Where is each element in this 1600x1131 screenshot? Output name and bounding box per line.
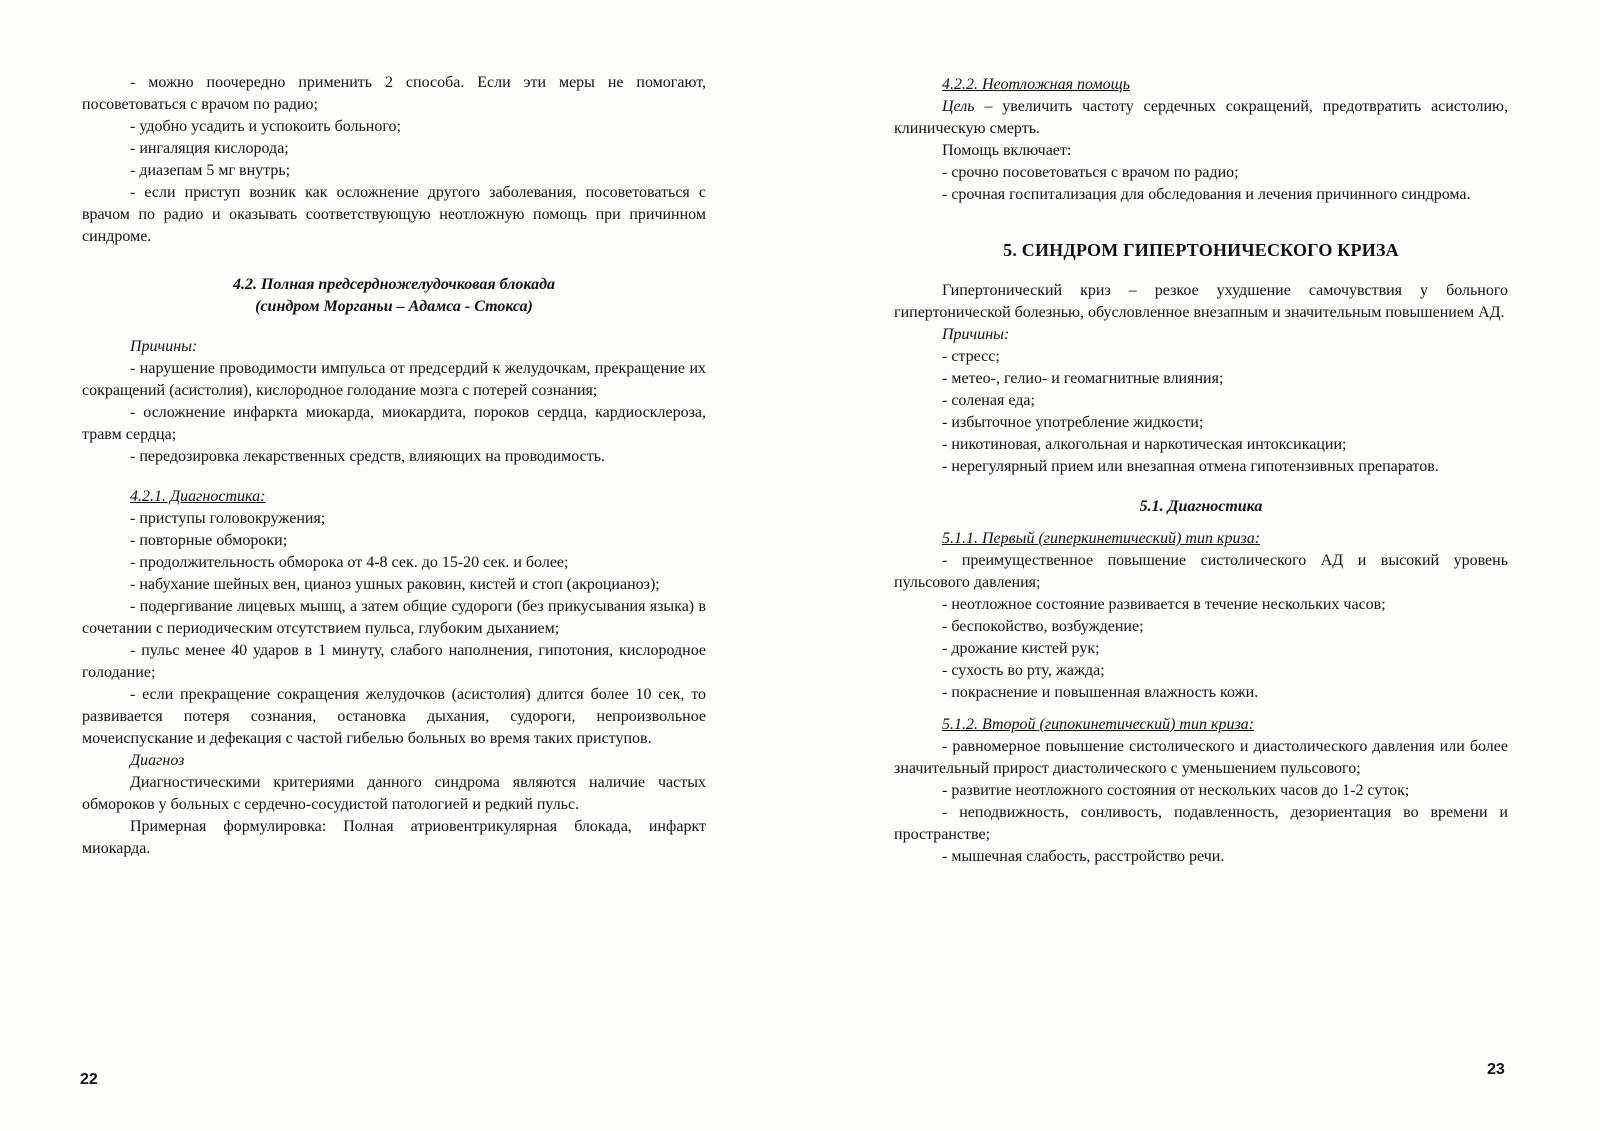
chapter-title: 5. СИНДРОМ ГИПЕРТОНИЧЕСКОГО КРИЗА (1003, 240, 1399, 260)
goal-paragraph (894, 96, 1508, 140)
intro-line: - диазепам 5 мг внутрь; (130, 162, 291, 179)
definition-paragraph: Гипертонический криз – резкое ухудшение самочувствия у больного гипертонической болезнью, обусловленное внезапным и значительным повышением АД. (894, 282, 1508, 321)
help-item: - срочная госпитализация для обследования и лечения причинного синдрома. (942, 186, 1471, 203)
type1-item: - неотложное состояние развивается в течение нескольких часов; (942, 596, 1386, 613)
cause-item: - метео-, гелио- и геомагнитные влияния; (942, 370, 1224, 387)
cause-item: - передозировка лекарственных средств, влияющих на проводимость. (130, 448, 606, 465)
left-text-column (82, 72, 706, 860)
causes-label: Причины: (130, 338, 198, 355)
type2-item: - равномерное повышение систолического и диастолического давления или более значительный прирост диастолического с уменьшением пульсового; (894, 738, 1508, 777)
intro-line: - если приступ возник как осложнение другого заболевания, посоветоваться с врачом по радио и оказывать соответствующую неотложную помощь при причинном синдроме. (82, 184, 706, 245)
diagnosis-label: Диагноз (130, 752, 185, 769)
diag-item: - повторные обмороки; (130, 532, 288, 549)
intro-line: - можно поочередно применить 2 способа. Если эти меры не помогают, посоветоваться с врачом по радио; (82, 74, 706, 113)
diagnosis-text: Диагностическими критериями данного синдрома являются наличие частых обмороков у больных с сердечно-сосудистой патологией и редкий пульс. (82, 774, 706, 813)
diag-item: - подергивание лицевых мышц, а затем общие судороги (без прикусывания языка) в сочетании с периодическим отсутствием пульса, глубоким дыханием; (82, 598, 706, 637)
type1-item: - покраснение и повышенная влажность кожи. (942, 684, 1259, 701)
intro-line: - ингаляция кислорода; (130, 140, 289, 157)
right-text-column (894, 74, 1508, 868)
type1-item: - беспокойство, возбуждение; (942, 618, 1144, 635)
page-number-left: 22 (80, 1071, 98, 1088)
cause-item: - нерегулярный прием или внезапная отмена гипотензивных препаратов. (942, 458, 1439, 475)
section-title: 4.2. Полная предсердножелудочковая блокада (232, 276, 556, 293)
urgent-care-heading: 4.2.2. Неотложная помощь (942, 76, 1130, 93)
type1-item: - сухость во рту, жажда; (942, 662, 1105, 679)
section-subtitle: (синдром Морганьи – Адамса - Стокса) (255, 298, 533, 315)
cause-item: - избыточное употребление жидкости; (942, 414, 1204, 431)
type1-item: - преимущественное повышение систолического АД и высокий уровень пульсового давления; (894, 552, 1508, 591)
diagnostics-title: 5.1. Диагностика (1139, 498, 1263, 515)
cause-item: - никотиновая, алкогольная и наркотическая интоксикации; (942, 436, 1347, 453)
goal-text: – увеличить частоту сердечных сокращений, предотвратить асистолию, клиническую смерть. (894, 98, 1508, 137)
type2-item: - развитие неотложного состояния от нескольких часов до 1-2 суток; (942, 782, 1410, 799)
diag-item: - приступы головокружения; (130, 510, 326, 527)
diag-item: - пульс менее 40 ударов в 1 минуту, слабого наполнения, гипотония, кислородное голодание; (82, 642, 706, 681)
page-number-right: 23 (1487, 1061, 1505, 1078)
help-item: - срочно посоветоваться с врачом по радио; (942, 164, 1239, 181)
type2-item: - мышечная слабость, расстройство речи. (942, 848, 1225, 865)
diag-item: - если прекращение сокращения желудочков (асистолия) длится более 10 сек, то развивается потеря сознания, остановка дыхания, судороги, непроизвольное мочеиспускание и дефекация с частой гибелью больных во время таких приступов. (82, 686, 706, 747)
formulation-text: Примерная формулировка: Полная атриовентрикулярная блокада, инфаркт миокарда. (82, 818, 706, 857)
page-left (0, 0, 790, 1131)
diagnostics-heading: 4.2.1. Диагностика: (130, 488, 266, 505)
help-includes: Помощь включает: (942, 142, 1072, 159)
type1-item: - дрожание кистей рук; (942, 640, 1100, 657)
type2-item: - неподвижность, сонливость, подавленность, дезориентация во времени и пространстве; (894, 804, 1508, 843)
cause-item: - осложнение инфаркта миокарда, миокардита, пороков сердца, кардиосклероза, травм сердца; (82, 404, 706, 443)
diag-item: - продолжительность обморока от 4-8 сек. до 15-20 сек. и более; (130, 554, 569, 571)
page-right (790, 0, 1600, 1131)
goal-label: Цель (942, 98, 975, 115)
cause-item: - стресс; (942, 348, 1000, 365)
diag-item: - набухание шейных вен, цианоз ушных раковин, кистей и стоп (акроцианоз); (130, 576, 660, 593)
cause-item: - нарушение проводимости импульса от предсердий к желудочкам, прекращение их сокращений (асистолия), кислородное голодание мозга с потерей сознания; (82, 360, 706, 399)
cause-item: - соленая еда; (942, 392, 1035, 409)
causes-label: Причины: (942, 326, 1010, 343)
type2-heading: 5.1.2. Второй (гипокинетический) тип криза: (942, 716, 1255, 733)
intro-line: - удобно усадить и успокоить больного; (130, 118, 401, 135)
type1-heading: 5.1.1. Первый (гиперкинетический) тип криза: (942, 530, 1261, 547)
